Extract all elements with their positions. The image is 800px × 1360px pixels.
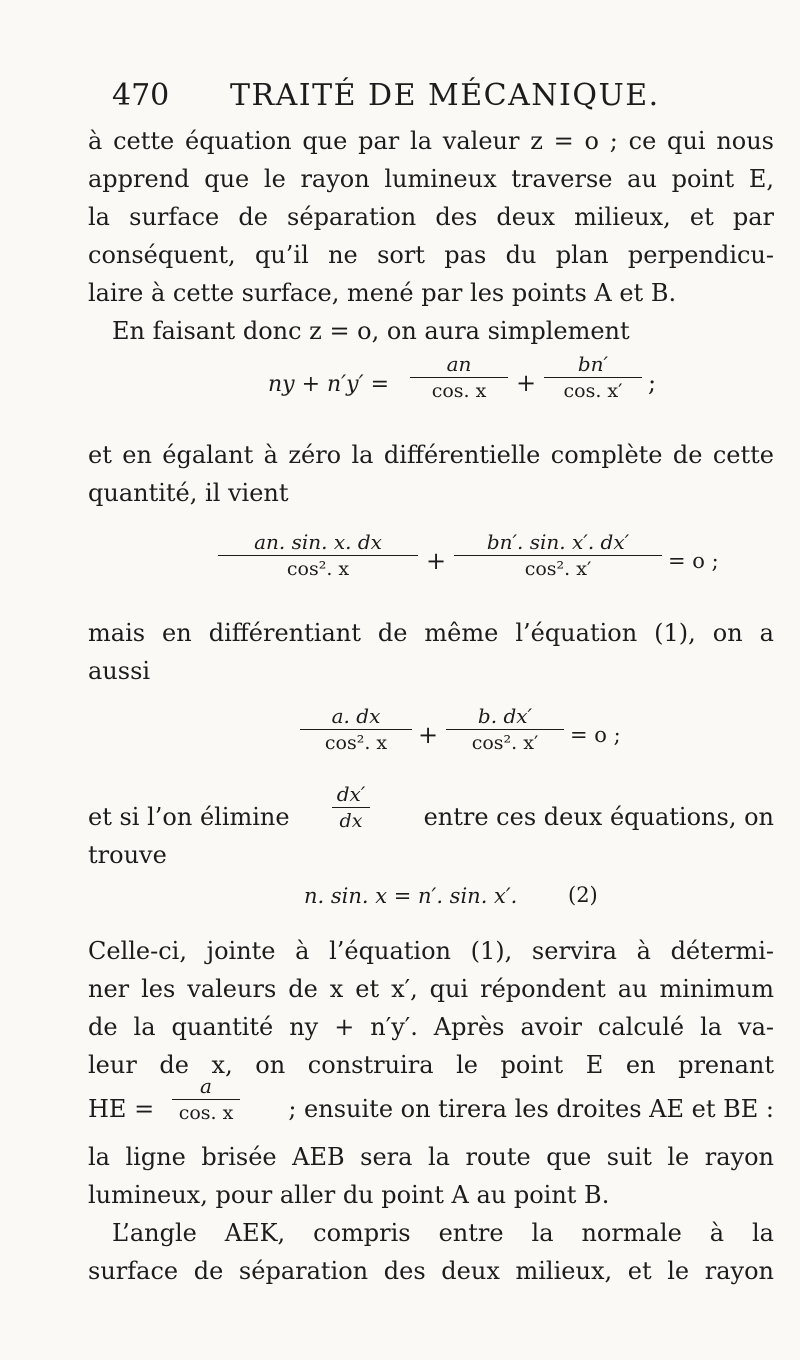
text-line: de la quantité ny + n′y′. Après avoir calculé la va- [88,1013,774,1041]
text-line: aussi [88,657,151,685]
eq3-f1-denominator: cos². x [324,732,388,754]
eq1-lhs: ny + n′y′ = [268,372,390,397]
text-line: apprend que le rayon lumineux traverse au point E, [88,165,774,193]
eq3-f1-numerator: a. dx [331,704,381,728]
text-line: surface de séparation des deux milieux, et le rayon [88,1257,774,1285]
eq3-fraction-1 [300,704,412,755]
eq2-f1-denominator: cos². x [286,558,350,580]
text-line: HE = [88,1095,155,1123]
text-line: à cette équation que par la valeur z = o ; ce qui nous [88,127,774,155]
he-numerator: a [200,1074,212,1098]
eq4-body: n. sin. x = n′. sin. x′. [304,884,518,908]
eq1-fraction-1 [410,352,508,403]
eq3-plus: + [418,721,439,749]
eq2-plus: + [426,547,447,575]
eq1-end: ; [648,369,657,397]
text-line: et si l’on élimine [88,803,290,831]
text-line: la surface de séparation des deux milieux, et par [88,203,774,231]
text-line: et en égalant à zéro la différentielle complète de cette [88,441,774,469]
eq1-f2-denominator: cos. x′ [563,380,623,402]
text-line: laire à cette surface, mené par les points A et B. [88,279,677,307]
eq2-fraction-1 [218,530,418,581]
text-line: quantité, il vient [88,479,289,507]
eq1-f1-denominator: cos. x [431,380,487,402]
eliminated-fraction [332,782,370,833]
he-denominator: cos. x [178,1102,234,1124]
text-line: lumineux, pour aller du point A au point B. [88,1181,610,1209]
eq1-f1-numerator: an [446,352,472,376]
text-line: conséquent, qu’il ne sort pas du plan perpendicu- [88,241,774,269]
eq3-f2-numerator: b. dx′ [477,704,533,728]
eq2-f2-numerator: bn′. sin. x′. dx′ [486,530,630,554]
eq1-fraction-2 [544,352,642,403]
text-line: mais en différentiant de même l’équation (1), on a [88,619,774,647]
text-line: En faisant donc z = o, on aura simplement [112,317,630,345]
eq1-plus: + [516,369,537,397]
elim-denominator: dx [339,810,363,832]
eq2-fraction-2 [454,530,662,581]
text-line: L’angle AEK, compris entre la normale à la [112,1219,774,1247]
text-line: Celle-ci, jointe à l’équation (1), servira à détermi- [88,937,774,965]
eq2-end: = o ; [668,549,719,573]
page-number: 470 [112,78,170,113]
eq2-f1-numerator: an. sin. x. dx [254,530,382,554]
he-fraction [172,1074,240,1125]
elim-numerator: dx′ [336,782,366,806]
text-line: leur de x, on construira le point E en prenant [88,1051,774,1079]
eq3-fraction-2 [446,704,564,755]
text-line: ; ensuite on tirera les droites AE et BE : [288,1095,774,1123]
text-line: trouve [88,841,167,869]
equation-label: (2) [568,883,598,907]
text-line: ner les valeurs de x et x′, qui répondent au minimum [88,975,774,1003]
text-line: la ligne brisée AEB sera la route que suit le rayon [88,1143,774,1171]
running-title: TRAITÉ DE MÉCANIQUE. [230,78,660,113]
text-line: entre ces deux équations, on [423,803,774,831]
eq2-f2-denominator: cos². x′ [524,558,592,580]
eq3-end: = o ; [570,723,621,747]
eq3-f2-denominator: cos². x′ [471,732,539,754]
eq1-f2-numerator: bn′ [577,352,609,376]
page-header [112,78,772,118]
